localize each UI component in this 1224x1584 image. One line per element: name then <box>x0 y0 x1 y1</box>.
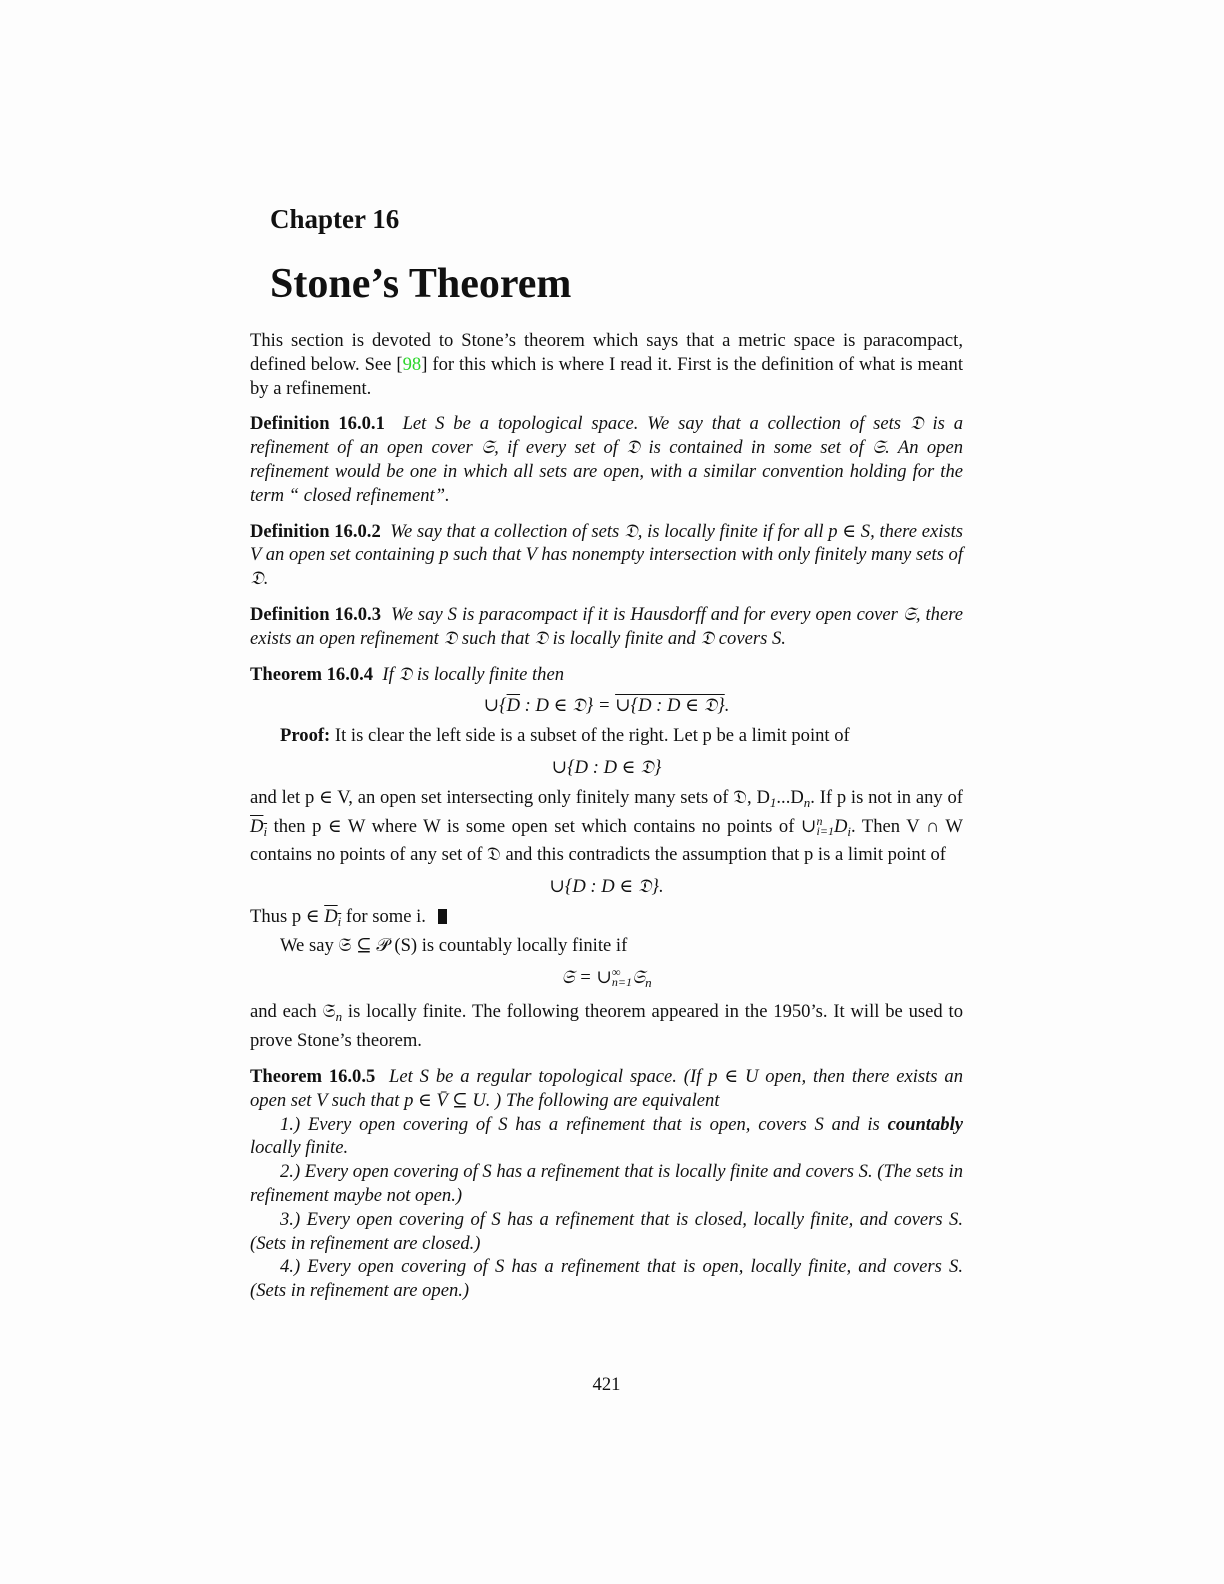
eq-end: . <box>724 695 730 717</box>
proof-end <box>250 905 963 934</box>
eq-closure-d: $\overline{D}$ <box>506 695 521 717</box>
intro-paragraph <box>250 329 963 400</box>
closure-di <box>324 906 341 927</box>
item-1-bold: countably <box>887 1113 963 1135</box>
union-limits <box>816 813 834 838</box>
theorem-equation <box>250 694 963 718</box>
theorem-label: Theorem 16.0.4 <box>250 663 374 685</box>
theorem-16-0-4 <box>250 663 963 687</box>
theorem-text: If 𝔇 is locally finite then <box>382 663 565 685</box>
proof-text-2c: . If p is not in any of <box>810 786 963 808</box>
eq-closure-union: ∪{D : D ∈ 𝔇} <box>615 695 725 717</box>
union-sub: i=1 <box>816 823 834 838</box>
proof-equation-1: ∪{D : D ∈ 𝔇} <box>551 756 662 778</box>
proof-text-2d: then p ∈ W where W is some open set which contains no points of ∪ <box>267 815 817 837</box>
sub-1: 1 <box>769 794 777 810</box>
intro-text-2: ] for this which is where I read it. First is the definition of what is meant by a refinement. <box>250 353 963 399</box>
intro-text-1: This section is devoted to Stone’s theorem which says that a metric space is paracompact, defined below. See [ <box>250 330 963 375</box>
definition-text: Let S be a topological space. We say that a collection of sets 𝔇 is a refinement of an open cover 𝔖, if every set of 𝔇 is contained in some set of 𝔖. An open refinement would be one in which all sets are open, with a similar convention holding for the term “ closed refinement”. <box>250 413 963 506</box>
eq-union: ∪{ <box>483 695 507 717</box>
citation-link[interactable]: 98 <box>402 353 422 375</box>
closure-di <box>250 816 267 837</box>
theorem-item-3: 3.) Every open covering of S has a refinement that is closed, locally finite, and covers S. (Sets in refinement are closed.) <box>250 1208 963 1254</box>
chapter-title: Stone’s Theorem <box>270 261 572 307</box>
theorem-item-4: 4.) Every open covering of S has a refinement that is open, locally finite, and covers S. (Sets in refinement are open.) <box>250 1256 963 1302</box>
eq-mid: : D ∈ 𝔇} = <box>520 695 616 717</box>
proof-start <box>250 724 963 748</box>
sub-n: n <box>335 1009 343 1025</box>
countably-continuation <box>250 1000 963 1053</box>
proof-text-2f: . Then V ∩ W contains no points of any set of 𝔇 and this contradicts the assumption that p is a limit point of <box>250 815 963 866</box>
countable-text-2b: is locally finite. The following theorem appeared in the 1950’s. It will be used to prove Stone’s theorem. <box>250 1001 963 1052</box>
page <box>250 0 963 1584</box>
definition-16-0-2 <box>250 520 963 591</box>
di-letter: D <box>324 905 338 927</box>
item-1-text-b: locally finite. <box>250 1137 349 1159</box>
theorem-item-1 <box>250 1113 963 1161</box>
di-sub: i <box>263 823 268 839</box>
countable-equation <box>250 966 963 995</box>
di-letter: D <box>250 815 264 837</box>
eq-a: 𝔖 = ∪ <box>561 966 612 988</box>
union-sup: n <box>816 813 823 828</box>
theorem-16-0-5 <box>250 1065 963 1113</box>
proof-text-2b: ...D <box>776 786 804 808</box>
theorem-text: Let S be a regular topological space. (If p ∈ U open, then there exists an open set V such that p ∈ V̄ ⊆ U. ) The following are equivalent <box>250 1065 963 1111</box>
di-sub: i <box>337 913 342 929</box>
union-limits <box>611 964 633 989</box>
eq-b: 𝔖 <box>632 966 646 988</box>
union-sup: ∞ <box>611 964 621 979</box>
chapter-label: Chapter 16 <box>270 204 400 234</box>
sub-n: n <box>803 794 811 810</box>
proof-paragraph <box>250 786 963 867</box>
proof-text-3a: Thus p ∈ <box>250 905 325 927</box>
theorem-item-2: 2.) Every open covering of S has a refinement that is locally finite and covers S. (The sets in refinement maybe not open.) <box>250 1161 964 1206</box>
definition-16-0-3 <box>250 603 963 651</box>
definition-label: Definition 16.0.1 <box>250 413 385 435</box>
proof-text-1: It is clear the left side is a subset of the right. Let p be a limit point of <box>334 725 850 747</box>
proof-text-2a: and let p ∈ V, an open set intersecting only finitely many sets of 𝔇, D <box>250 786 770 808</box>
sub-n: n <box>645 974 652 990</box>
countable-text-2a: and each 𝔖 <box>250 1001 336 1023</box>
qed-box-icon <box>438 909 447 924</box>
definition-label: Definition 16.0.3 <box>250 603 381 625</box>
body-text <box>250 329 963 1303</box>
definition-text: We say that a collection of sets 𝔇, is locally finite if for all p ∈ S, there exists V an open set containing p such that V has nonempty intersection with only finitely many sets of 𝔇. <box>250 520 964 590</box>
sub-i: i <box>847 823 852 839</box>
definition-text: We say S is paracompact if it is Hausdorff and for every open cover 𝔖, there exists an open refinement 𝔇 such that 𝔇 is locally finite and 𝔇 covers S. <box>250 603 963 649</box>
item-1-text-a: 1.) Every open covering of S has a refinement that is open, covers S and is <box>280 1113 888 1135</box>
proof-label: Proof: <box>280 725 331 747</box>
union-sub: n=1 <box>611 974 633 989</box>
countably-paragraph: We say 𝔖 ⊆ 𝒫 (S) is countably locally finite if <box>280 934 628 956</box>
definition-label: Definition 16.0.2 <box>250 520 381 542</box>
page-number: 421 <box>592 1374 621 1395</box>
definition-16-0-1 <box>250 412 963 507</box>
proof-equation-2: ∪{D : D ∈ 𝔇}. <box>549 876 664 898</box>
theorem-label: Theorem 16.0.5 <box>250 1065 376 1087</box>
proof-text-3b: for some i. <box>341 905 426 927</box>
proof-text-2e: D <box>833 815 848 837</box>
